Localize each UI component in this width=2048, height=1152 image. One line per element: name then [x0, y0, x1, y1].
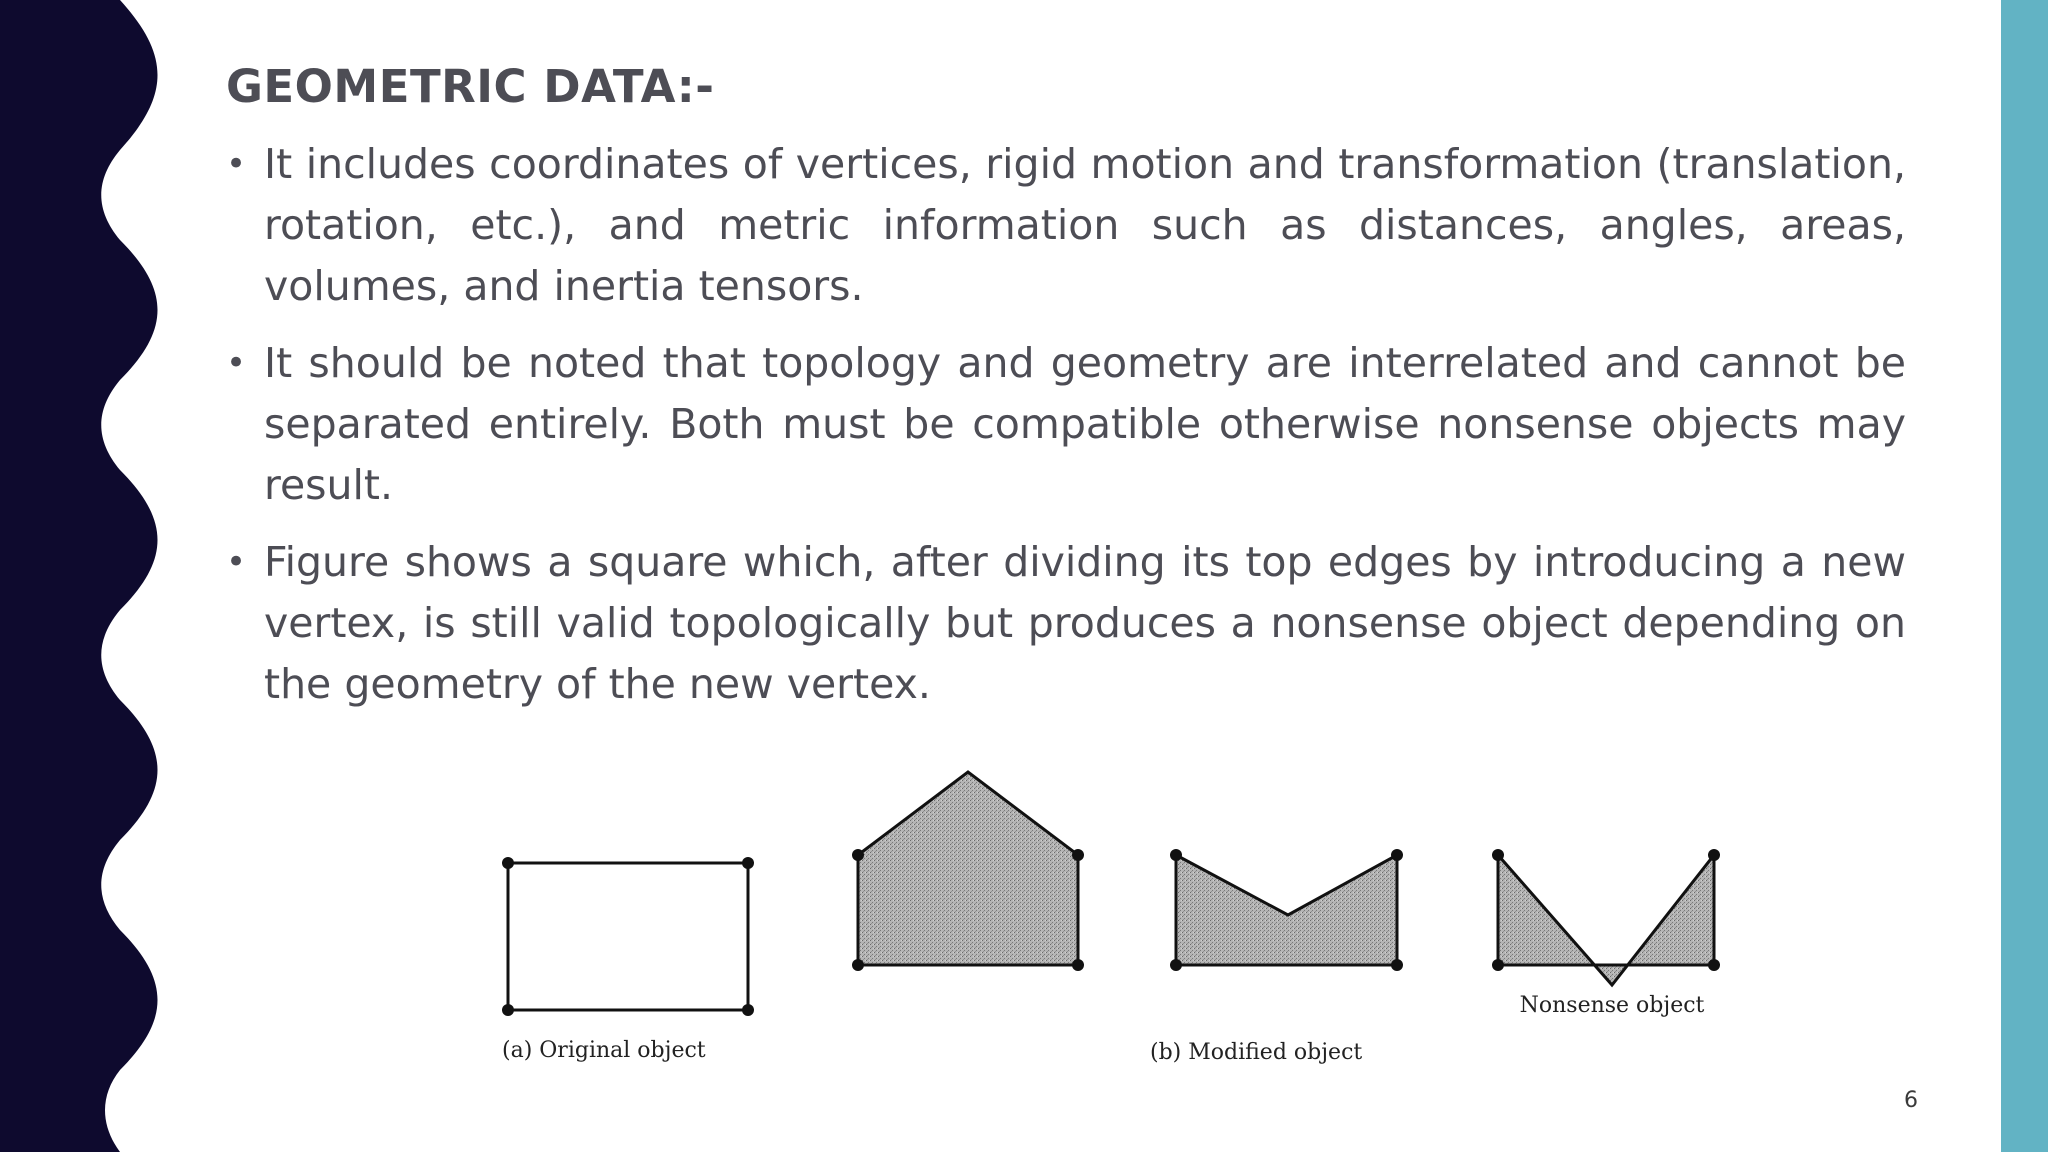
bullet-text: It should be noted that topology and geometry are interrelated and cannot be separated entirely. Both must be compatible otherwise nonsense objects may result. [264, 339, 1906, 509]
page-number: 6 [1904, 1088, 1918, 1113]
left-wave-decoration [0, 0, 160, 1152]
bullet-text: Figure shows a square which, after dividing its top edges by introducing a new vertex, is still valid topologically but produces a nonsense object depending on the geometry of the new vertex. [264, 538, 1906, 708]
caption-modified-object: (b) Modified object [1150, 1040, 1363, 1065]
slide-title: GEOMETRIC DATA:- [226, 60, 715, 113]
modified-object-house [852, 772, 1084, 971]
bullet-item [226, 532, 1906, 715]
bullet-marker: • [226, 343, 247, 383]
bullet-text: It includes coordinates of vertices, rigid motion and transformation (translation, rotation, etc.), and metric information such as distances, angles, areas, volumes, and inertia tensors. [264, 140, 1906, 310]
caption-original-object: (a) Original object [502, 1038, 706, 1063]
bullet-item [226, 134, 1906, 317]
nonsense-object-label: Nonsense object [1519, 993, 1705, 1018]
bullet-marker: • [226, 144, 247, 184]
topology-figure [490, 760, 1740, 1100]
left-wave-shape [0, 0, 158, 1152]
bullet-list [226, 134, 1906, 731]
bullet-marker: • [226, 542, 247, 582]
bullet-item [226, 333, 1906, 516]
modified-object-valley [1170, 849, 1403, 971]
right-accent-bar [2001, 0, 2048, 1152]
original-object-square [502, 857, 754, 1016]
nonsense-object-shape [1492, 849, 1720, 985]
